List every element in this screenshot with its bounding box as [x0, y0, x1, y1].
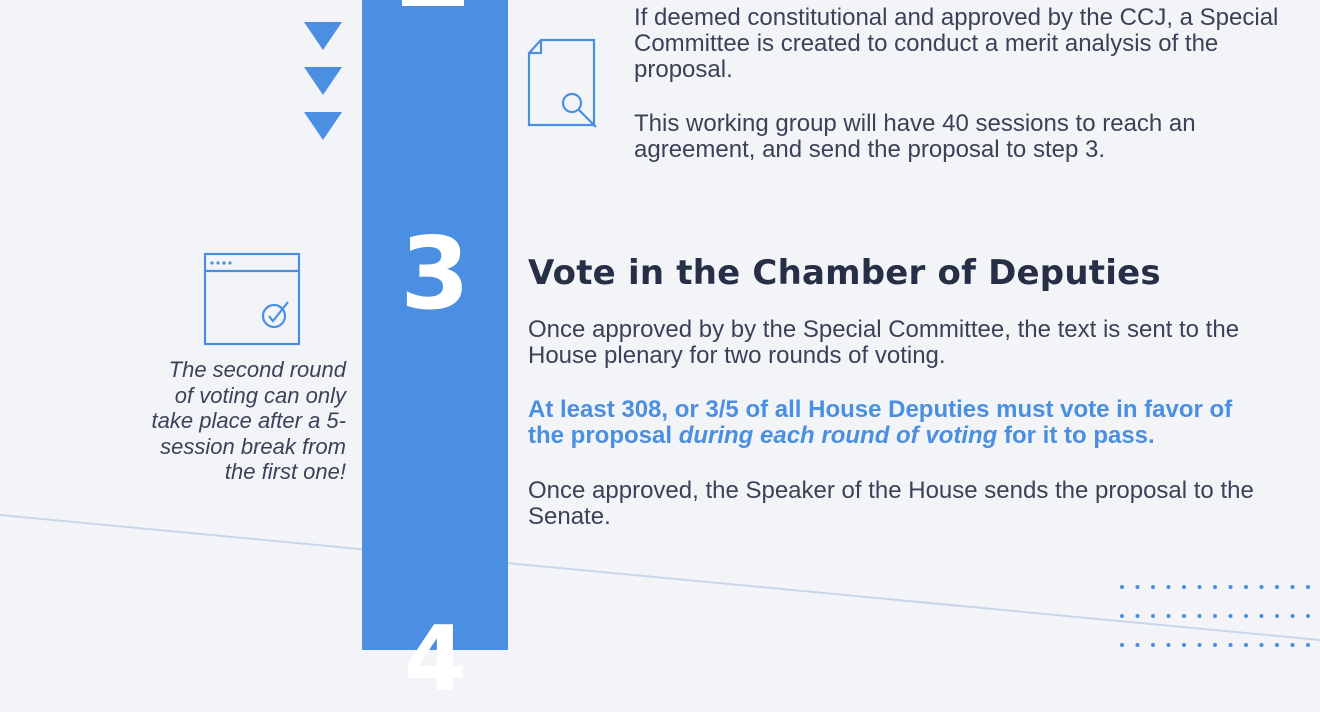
decorative-dot [1167, 585, 1171, 589]
highlight-text-part-1: At least 308, or 3/5 of all House Deputies must vote in favor of the proposal [528, 396, 1233, 449]
decorative-dot [1275, 585, 1279, 589]
step-3-highlight [528, 397, 1268, 449]
highlight-text-part-2: for it to pass. [997, 422, 1155, 449]
decorative-dot [1136, 643, 1140, 647]
step-2-paragraph-1: If deemed constitutional and approved by the CCJ, a Special Committee is created to conduct a merit analysis of the proposal. [634, 4, 1279, 83]
decorative-dot [1244, 614, 1248, 618]
decorative-dot [1136, 614, 1140, 618]
step-3-title: Vote in the Chamber of Deputies [528, 253, 1161, 293]
decorative-dot [1229, 614, 1233, 618]
flow-arrows [304, 22, 342, 157]
decorative-dot [1182, 585, 1186, 589]
step-2-number-fragment [402, 0, 464, 6]
decorative-dot [1120, 643, 1124, 647]
decorative-dot [1291, 614, 1295, 618]
decorative-dot [1120, 614, 1124, 618]
decorative-dot [1167, 643, 1171, 647]
decorative-dot [1229, 585, 1233, 589]
decorative-dot-grid [1118, 582, 1320, 650]
side-note: The second round of voting can only take place after a 5-session break from the first one! [151, 357, 346, 484]
decorative-dot [1182, 614, 1186, 618]
step-2-paragraph-2: This working group will have 40 sessions to reach an agreement, and send the proposal to step 3. [634, 110, 1196, 163]
decorative-dot [1291, 643, 1295, 647]
step-3-number: 3 [400, 215, 470, 332]
triangle-down-icon [304, 67, 342, 95]
decorative-dot [1213, 643, 1217, 647]
decorative-dot [1198, 614, 1202, 618]
decorative-dot [1260, 643, 1264, 647]
decorative-dot [1306, 585, 1310, 589]
decorative-dot [1291, 585, 1295, 589]
decorative-dot [1198, 643, 1202, 647]
decorative-dot [1260, 585, 1264, 589]
decorative-dot [1120, 585, 1124, 589]
decorative-dot [1213, 585, 1217, 589]
decorative-dot [1229, 643, 1233, 647]
step-4-number: 4 [403, 607, 467, 712]
decorative-dot [1136, 585, 1140, 589]
decorative-dot [1167, 614, 1171, 618]
decorative-dot [1306, 614, 1310, 618]
highlight-emphasis: during each round of voting [678, 422, 998, 449]
decorative-dot [1260, 614, 1264, 618]
decorative-dot [1213, 614, 1217, 618]
decorative-dot [1275, 643, 1279, 647]
decorative-dot [1151, 643, 1155, 647]
triangle-down-icon [304, 22, 342, 50]
decorative-dot [1151, 614, 1155, 618]
step-3-paragraph-1: Once approved by by the Special Committee, the text is sent to the House plenary for two rounds of voting. [528, 316, 1240, 369]
document-search-icon [524, 36, 600, 130]
triangle-down-icon [304, 112, 342, 140]
decorative-dot [1244, 585, 1248, 589]
decorative-dot [1182, 643, 1186, 647]
decorative-dot [1306, 643, 1310, 647]
browser-window-check-icon [202, 252, 302, 346]
step-3-paragraph-3: Once approved, the Speaker of the House sends the proposal to the Senate. [528, 477, 1254, 530]
decorative-dot [1244, 643, 1248, 647]
decorative-dot [1198, 585, 1202, 589]
decorative-dot [1151, 585, 1155, 589]
decorative-dot [1275, 614, 1279, 618]
